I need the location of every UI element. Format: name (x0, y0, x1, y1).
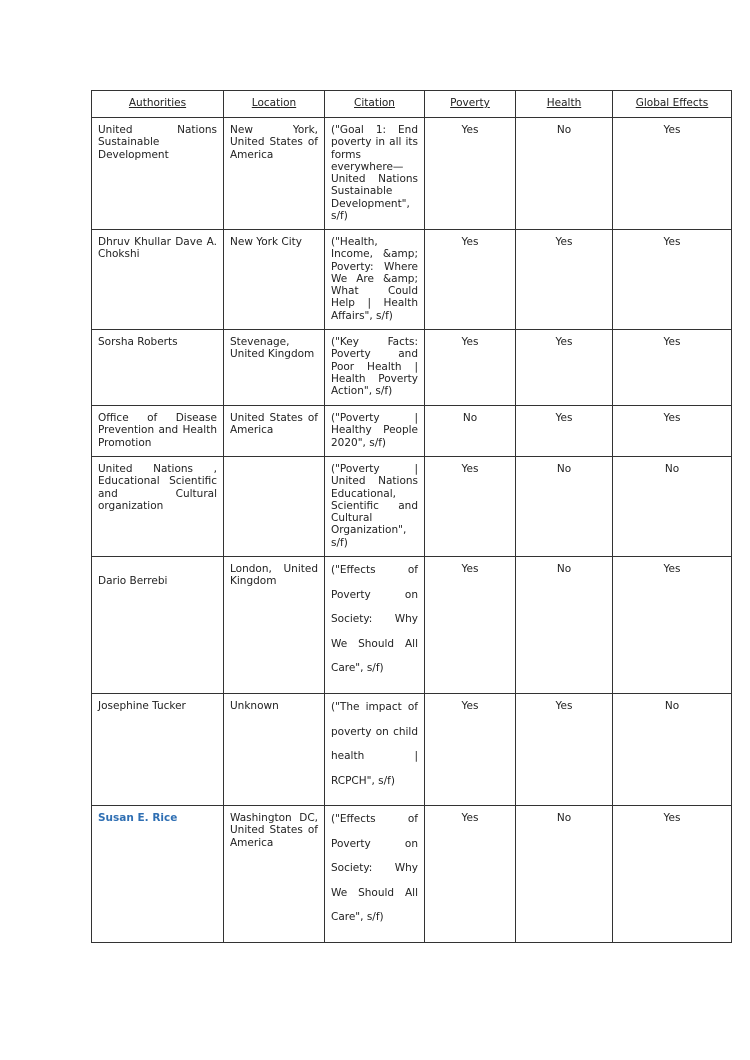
location-cell: Unknown (224, 694, 325, 806)
health-cell: Yes (516, 230, 613, 330)
table-row (92, 806, 732, 943)
location-cell: London, United Kingdom (224, 557, 325, 694)
health-cell: No (516, 557, 613, 694)
authority-cell: Dhruv Khullar Dave A. Chokshi (92, 230, 224, 330)
health-cell: Yes (516, 694, 613, 806)
citation-cell: ("Goal 1: End poverty in all its forms everywhere—United Nations Sustainable Development", s/f) (325, 118, 425, 230)
health-cell: Yes (516, 330, 613, 406)
citation-cell: ("Health, Income, &amp; Poverty: Where We Are &amp; What Could Help | Health Affairs", s/f) (325, 230, 425, 330)
citation-cell: ("Key Facts: Poverty and Poor Health | Health Poverty Action", s/f) (325, 330, 425, 406)
global-effects-cell: No (613, 457, 732, 557)
table-row (92, 406, 732, 457)
global-effects-cell: No (613, 694, 732, 806)
location-cell: Stevenage, United Kingdom (224, 330, 325, 406)
poverty-cell: Yes (425, 806, 516, 943)
header-health: Health (516, 91, 613, 118)
authority-cell: United Nations , Educational Scientific and Cultural organization (92, 457, 224, 557)
global-effects-cell: Yes (613, 406, 732, 457)
global-effects-cell: Yes (613, 557, 732, 694)
poverty-cell: Yes (425, 694, 516, 806)
global-effects-cell: Yes (613, 806, 732, 943)
health-cell: No (516, 118, 613, 230)
citation-cell: ("Effects of Poverty on Society: Why We Should All Care", s/f) (325, 557, 425, 694)
authorities-table (91, 90, 732, 943)
poverty-cell: No (425, 406, 516, 457)
health-cell: No (516, 806, 613, 943)
table-row (92, 118, 732, 230)
citation-cell: ("Poverty | United Nations Educational, Scientific and Cultural Organization", s/f) (325, 457, 425, 557)
global-effects-cell: Yes (613, 118, 732, 230)
location-cell: New York City (224, 230, 325, 330)
poverty-cell: Yes (425, 457, 516, 557)
citation-cell: ("The impact of poverty on child health | RCPCH", s/f) (325, 694, 425, 806)
authority-cell: Dario Berrebi (92, 557, 224, 694)
authority-cell: Josephine Tucker (92, 694, 224, 806)
health-cell: Yes (516, 406, 613, 457)
table-row (92, 230, 732, 330)
header-authorities: Authorities (92, 91, 224, 118)
global-effects-cell: Yes (613, 330, 732, 406)
location-cell: United States of America (224, 406, 325, 457)
citation-cell: ("Poverty | Healthy People 2020", s/f) (325, 406, 425, 457)
location-cell: Washington DC, United States of America (224, 806, 325, 943)
header-row (92, 91, 732, 118)
header-global-effects: Global Effects (613, 91, 732, 118)
table-row (92, 694, 732, 806)
health-cell: No (516, 457, 613, 557)
authority-cell: United Nations Sustainable Development (92, 118, 224, 230)
table-row (92, 557, 732, 694)
poverty-cell: Yes (425, 557, 516, 694)
header-citation: Citation (325, 91, 425, 118)
location-cell: New York, United States of America (224, 118, 325, 230)
authority-cell: Office of Disease Prevention and Health Promotion (92, 406, 224, 457)
poverty-cell: Yes (425, 330, 516, 406)
table-row (92, 457, 732, 557)
header-poverty: Poverty (425, 91, 516, 118)
poverty-cell: Yes (425, 118, 516, 230)
authority-cell: Sorsha Roberts (92, 330, 224, 406)
global-effects-cell: Yes (613, 230, 732, 330)
header-location: Location (224, 91, 325, 118)
authority-link[interactable]: Susan E. Rice (92, 806, 224, 943)
table-row (92, 330, 732, 406)
location-cell (224, 457, 325, 557)
citation-cell: ("Effects of Poverty on Society: Why We Should All Care", s/f) (325, 806, 425, 943)
poverty-cell: Yes (425, 230, 516, 330)
